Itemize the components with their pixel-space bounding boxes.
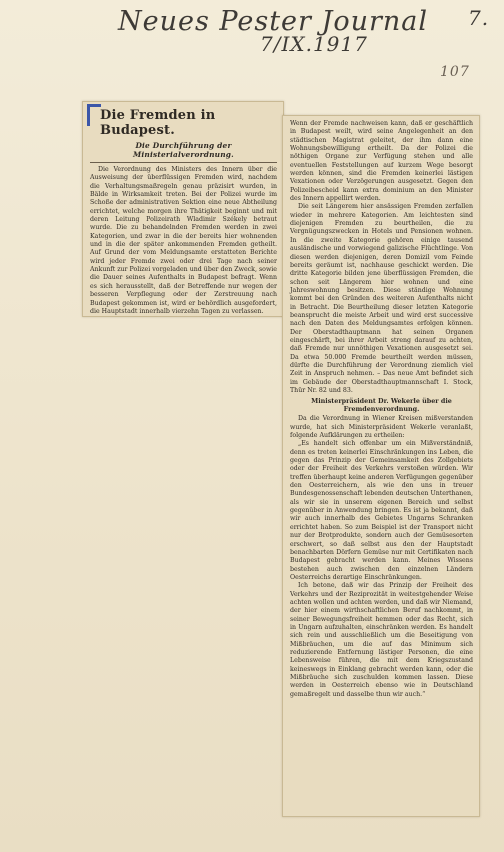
article-paragraph: Ich betone, daß wir das Prinzip der Freiheit des Verkehrs und der Reziprozität in weitestgehender Weise achten wollen und achten werden, und daß wir Niemand, der hier einem wirthschaftlichen Beruf nachkommt, in seiner Bewegungsfreiheit hemmen oder das Recht, sich in Ungarn aufzuhalten, einschränken werden. Es handelt sich rein und ausschließlich um die Beseitigung von Mißbräuchen, um die auf das Minimum sich reduzierende Entfernung lästiger Personen, die eine Lebensweise führen, die mit dem Kriegszustand keineswegs in Einklang gebracht werden kann, oder die Mißbräuche sich zuschulden kommen lassen. Diese werden in Oesterreich ebenso wie in Deutschland gemaßregelt und dasselbe thun wir auch.“ xyxy=(290,582,473,698)
article-paragraph: Die Verordnung des Ministers des Innern über die Ausweisung der überflüssigen Fremden wird, nachdem die Verhaltungsmaßregeln genau präzisirt wurden, in Bälde in Wirksamkeit treten. Bei der Polizei wurde im Schoße der administrativen Sektion eine neue Abtheilung errichtet, welche morgen ihre Thätigkeit beginnt und mit deren Leitung Polizeirath Wladimir Székely betraut wurde. Die zu behandelnden Fremden werden in zwei Kategorien, und zwar in die der bereits hier wohnenden und in die der später ankommenden Fremden getheilt. Auf Grund der vom Meldungsamte erstatteten Berichte wird jeder Fremde zwei oder drei Tage nach seiner Ankunft zur Polizei vorgeladen und über den Zweck, sowie die Dauer seines Aufenthalts in Budapest befragt. Wenn es sich herausstellt, daß der Betreffende nur wegen der besseren Verpflegung oder der Zerstreuung nach Budapest gekommen ist, wird er behördlich ausgefordert, die Hauptstadt innerhalb vierzehn Tagen zu verlassen. xyxy=(90,166,277,315)
handwritten-date: 7/IX.1917 xyxy=(260,32,368,56)
handwritten-newspaper-name: Neues Pester Journal xyxy=(118,6,429,37)
article-paragraph: Die seit Längerem hier ansässigen Fremden zerfallen wieder in mehrere Kategorien. Am leichtesten sind diejenigen Fremden zu beurtheilen, die zu Vergnügungszwecken in Hotels und Pensionen wohnen. In die zweite Kategorie gehören einige tausend ausländische und vorwiegend galizische Flüchtlinge. Von diesen werden diejenigen, deren Domizil vom Feinde bereits geräumt ist, nachhause geschickt werden. Die dritte Kategorie bilden jene überflüssigen Fremden, die schon seit Längerem hier wohnen und eine Jahreswohnung besitzen. Diese ständige Wohnung kommt bei den Gründen des weiteren Aufenthalts nicht in Betracht. Die Beurtheilung dieser letzten Kategorie beansprucht die meiste Arbeit und wird erst successive nach den Daten des Meldungsamtes erfolgen können. Der Oberstadthauptmann hat seinen Organen eingeschärft, bei ihrer Arbeit streng darauf zu achten, daß Fremde nur unnöthigen Vexationen ausgesetzt sei. Da etwa 50.000 Fremde beurtheilt werden müssen, dürfte die Durchführung der Verordnung ziemlich viel Zeit in Anspruch nehmen. – Das neue Amt befindet sich im Gebäude der Oberstadthauptmannschaft I. Stock, Thür Nr. 82 und 83. xyxy=(290,203,473,394)
handwritten-tag: 7. xyxy=(468,6,490,30)
divider xyxy=(90,162,277,163)
article-paragraph: „Es handelt sich offenbar um ein Mißverständniß, denn es treten keinerlei Einschränkungen ins Leben, die gegen das Prinzip der Gemeinsamkeit des Zollgebiets oder der Freiheit des Verkehrs verstoßen würden. Wir treffen überhaupt keine anderen Verfügungen gegenüber den Oesterreichern, als wie den uns in treuer Bundesgenossenschaft lebenden deutschen Unterthanen, als wir sie in unserem eigenen Bereich und selbst gegenüber in Anwendung bringen. Es ist ja bekannt, daß wir auch innerhalb des Gebietes Ungarns Schranken errichtet haben. So zum Beispiel ist der Transport nicht nur der Brotprodukte, sondern auch der Gemüsesorten erschwert, so daß selbst aus den der Hauptstadt benachbarten Dörfern Gemüse nur mit Certifikaten nach Budapest gebracht werden kann. Meines Wissens bestehen auch zwischen den einzelnen Ländern Oesterreichs derartige Einschränkungen. xyxy=(290,440,473,581)
clipping-left-column xyxy=(82,101,284,317)
article-subheadline: Die Durchführung der Ministerialverordnung. xyxy=(133,141,234,159)
clipping-right-column xyxy=(282,115,480,817)
ink-mark xyxy=(87,104,90,126)
article-headline: Die Fremden in Budapest. xyxy=(100,108,216,138)
section-heading: Ministerpräsident Dr. Wekerle über die Fremdenverordnung. xyxy=(311,397,452,414)
article-paragraph: Wenn der Fremde nachweisen kann, daß er geschäftlich in Budapest weilt, wird seine Angelegenheit an den städtischen Magistrat geleitet, der ihm dann eine Wohnungsbewilligung ertheilt. Da der Polizei die nöthigen Organe zur Verfügung stehen und alle eventuellen Feststellungen auf kurzem Wege besorgt werden können, sind die Fremden keinerlei lästigen Vexationen oder Verzögerungen ausgesetzt. Gegen den Polizeibescheid kann extra dominium an den Minister des Innern appellirt werden. xyxy=(290,120,473,203)
ink-mark xyxy=(87,104,101,107)
article-paragraph: Da die Verordnung in Wiener Kreisen mißverstanden wurde, hat sich Ministerpräsident Wekerle veranlaßt, folgende Aufklärungen zu ertheilen: xyxy=(290,415,473,440)
handwritten-page-number: 107 xyxy=(440,64,470,80)
